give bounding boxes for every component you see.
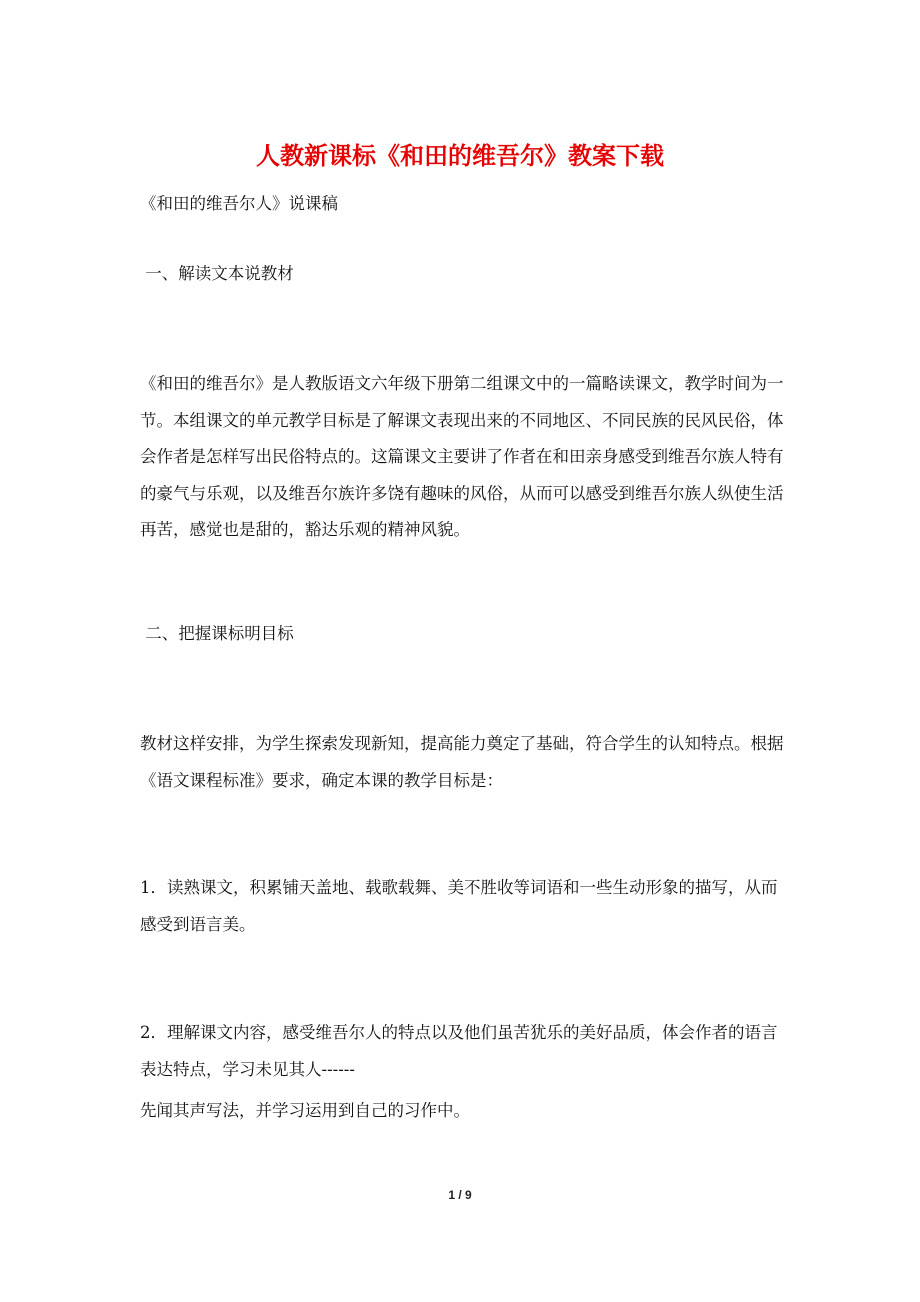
page-indicator: 1 / 9 <box>448 1188 472 1202</box>
document-title: 人教新课标《和田的维吾尔》教案下载 <box>256 141 664 170</box>
goal-item-2: 2．理解课文内容，感受维吾尔人的特点以及他们虽苦犹乐的美好品质，体会作者的语言表达特点，学习未见其人------ <box>140 1023 778 1079</box>
section-heading-2: 二、把握课标明目标 <box>140 624 294 643</box>
document-subtitle: 《和田的维吾尔人》说课稿 <box>140 194 338 213</box>
section-body-2: 教材这样安排，为学生探索发现新知，提高能力奠定了基础，符合学生的认知特点。根据《语文课程标准》要求，确定本课的教学目标是： <box>140 734 784 790</box>
goal-item-1: 1．读熟课文，积累铺天盖地、载歌载舞、美不胜收等词语和一些生动形象的描写，从而感受到语言美。 <box>140 878 778 934</box>
section-heading-1: 一、解读文本说教材 <box>140 264 294 283</box>
section-body-1: 《和田的维吾尔》是人教版语文六年级下册第二组课文中的一篇略读课文，教学时间为一节。本组课文的单元教学目标是了解课文表现出来的不同地区、不同民族的民风民俗，体会作者是怎样写出民俗特点的。这篇课文主要讲了作者在和田亲身感受到维吾尔族人特有的豪气与乐观，以及维吾尔族许多饶有趣味的风俗，从而可以感受到维吾尔族人纵使生活再苦，感觉也是甜的，豁达乐观的精神风貌。 <box>140 374 784 539</box>
goal-item-2-continued: 先闻其声写法，并学习运用到自己的习作中。 <box>140 1101 470 1120</box>
